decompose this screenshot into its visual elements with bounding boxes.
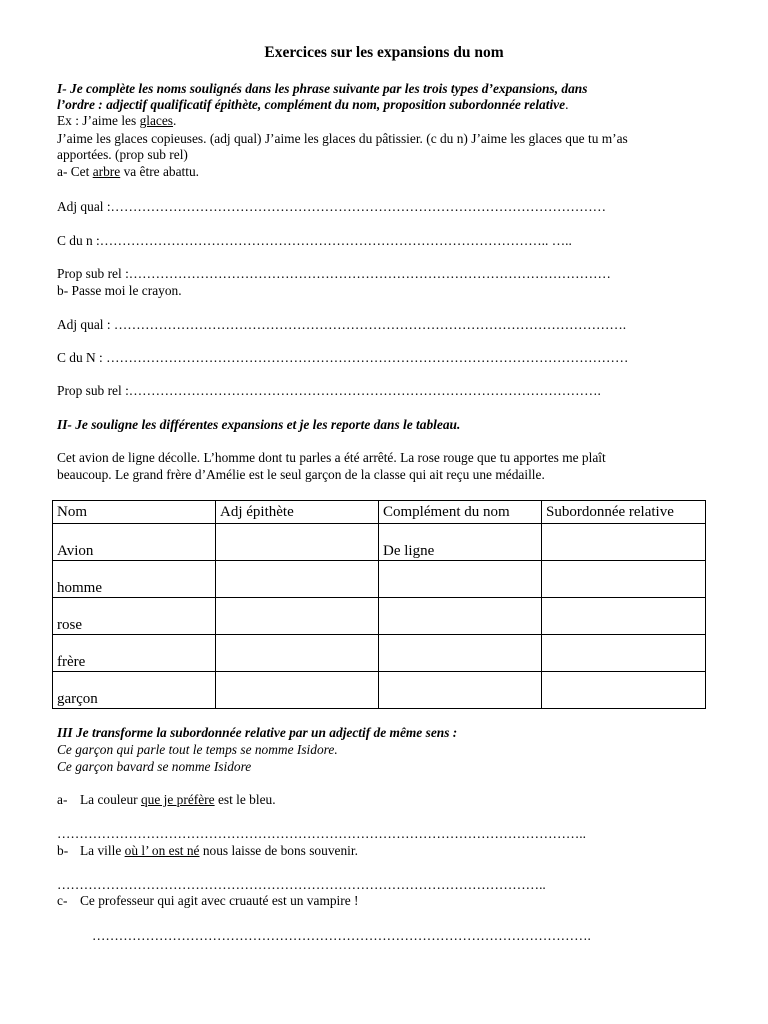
table-cell: frère [53,635,216,672]
part3-item-c-label: c- [57,893,68,908]
table-cell[interactable] [542,635,706,672]
answer-line-b-prop-sub-rel: Prop sub rel :……………………………………………………………………………………………. [57,383,601,398]
table-cell[interactable] [216,598,379,635]
example-intro-suffix: . [173,113,177,128]
part3-heading: III Je transforme la subordonnée relative par un adjectif de même sens : [57,725,458,740]
page-title: Exercices sur les expansions du nom [264,44,504,61]
part1-heading-line2-text: l’ordre : adjectif qualificatif épithète, complément du nom, proposition subordonnée relative [57,97,566,112]
table-row [53,524,706,561]
part3-item-b-label: b- [57,843,69,858]
part1-heading-line1: I- Je complète les noms soulignés dans les phrase suivante par les trois types d’expansions, dans [57,81,588,96]
table-cell[interactable] [379,635,542,672]
answer-line-a-adj-qual: Adj qual :………………………………………………………………………………………………… [57,199,607,214]
table-row [53,561,706,598]
part2-heading: II- Je souligne les différentes expansions et je les reporte dans le tableau. [57,417,461,432]
table-cell[interactable] [379,561,542,598]
table-cell[interactable] [216,635,379,672]
table-cell[interactable] [379,672,542,709]
exercise-a-suffix: va être abattu. [120,164,200,179]
example-intro [57,113,176,129]
table-cell[interactable] [542,561,706,598]
part3-item-b-suffix: nous laisse de bons souvenir. [199,843,358,858]
table-header-row [53,501,706,524]
example-intro-prefix: Ex : J’aime les [57,113,140,128]
table-cell[interactable] [379,598,542,635]
header-complement-du-nom: Complément du nom [379,501,542,524]
header-subordonnee-relative: Subordonnée relative [542,501,706,524]
table-cell[interactable] [542,524,706,561]
answer-line-part3-b: ……………………………………………………………………………………………….. [57,877,546,892]
exercise-a-sentence [57,164,199,180]
table-cell[interactable] [216,672,379,709]
example-underlined-noun: glaces [139,113,174,128]
exercise-b-sentence: b- Passe moi le crayon. [57,283,182,298]
table-row [53,598,706,635]
table-cell: garçon [53,672,216,709]
header-adj-epithete: Adj épithète [216,501,379,524]
part3-item-a-prefix: La couleur [80,792,141,807]
part3-item-a-label: a- [57,792,68,807]
part3-item-a-suffix: est le bleu. [214,792,276,807]
expansions-table [52,500,706,709]
example-sentence-line1: J’aime les glaces copieuses. (adj qual) J’aime les glaces du pâtissier. (c du n) J’aime les glaces que tu m’as [57,131,628,146]
part3-item-a-relative: que je préfère [140,792,215,807]
answer-line-part3-c: …………………………………………………………………………………………………. [92,928,591,943]
part3-item-b [80,843,358,859]
example-sentence-line2: apportées. (prop sub rel) [57,147,188,162]
answer-line-a-cdn: C du n :……………………………………………………………………………………….. ….. [57,233,572,248]
table-row [53,672,706,709]
part2-text-line1: Cet avion de ligne décolle. L’homme dont tu parles a été arrêté. La rose rouge que tu apportes me plaît [57,450,606,465]
exercise-a-underlined-noun: arbre [92,164,121,179]
part3-item-b-prefix: La ville [80,843,125,858]
part3-item-c: Ce professeur qui agit avec cruauté est un vampire ! [80,893,359,908]
part3-item-b-relative: où l’ on est né [124,843,200,858]
answer-line-b-adj-qual: Adj qual : ……………………………………………………………………………………………………. [57,317,627,332]
table-cell[interactable]: De ligne [379,524,542,561]
table-cell: homme [53,561,216,598]
table-cell[interactable] [542,598,706,635]
part3-example2: Ce garçon bavard se nomme Isidore [57,759,252,774]
table-cell[interactable] [542,672,706,709]
part1-heading-line2 [57,97,568,113]
part3-item-a [80,792,276,808]
table-cell: rose [53,598,216,635]
header-nom: Nom [53,501,216,524]
part2-text-line2: beaucoup. Le grand frère d’Amélie est le seul garçon de la classe qui ait reçu une médaille. [57,467,545,482]
exercise-a-prefix: a- Cet [57,164,93,179]
table-row [53,635,706,672]
answer-line-part3-a: ……………………………………………………………………………………………………….. [57,826,586,841]
part3-example1: Ce garçon qui parle tout le temps se nomme Isidore. [57,742,338,757]
answer-line-b-cdn: C du N : ……………………………………………………………………………………………………… [57,350,629,365]
part1-heading-end: . [565,97,569,112]
answer-line-a-prop-sub-rel: Prop sub rel :……………………………………………………………………………………………… [57,266,611,281]
table-cell: Avion [53,524,216,561]
table-cell[interactable] [216,561,379,598]
table-cell[interactable] [216,524,379,561]
